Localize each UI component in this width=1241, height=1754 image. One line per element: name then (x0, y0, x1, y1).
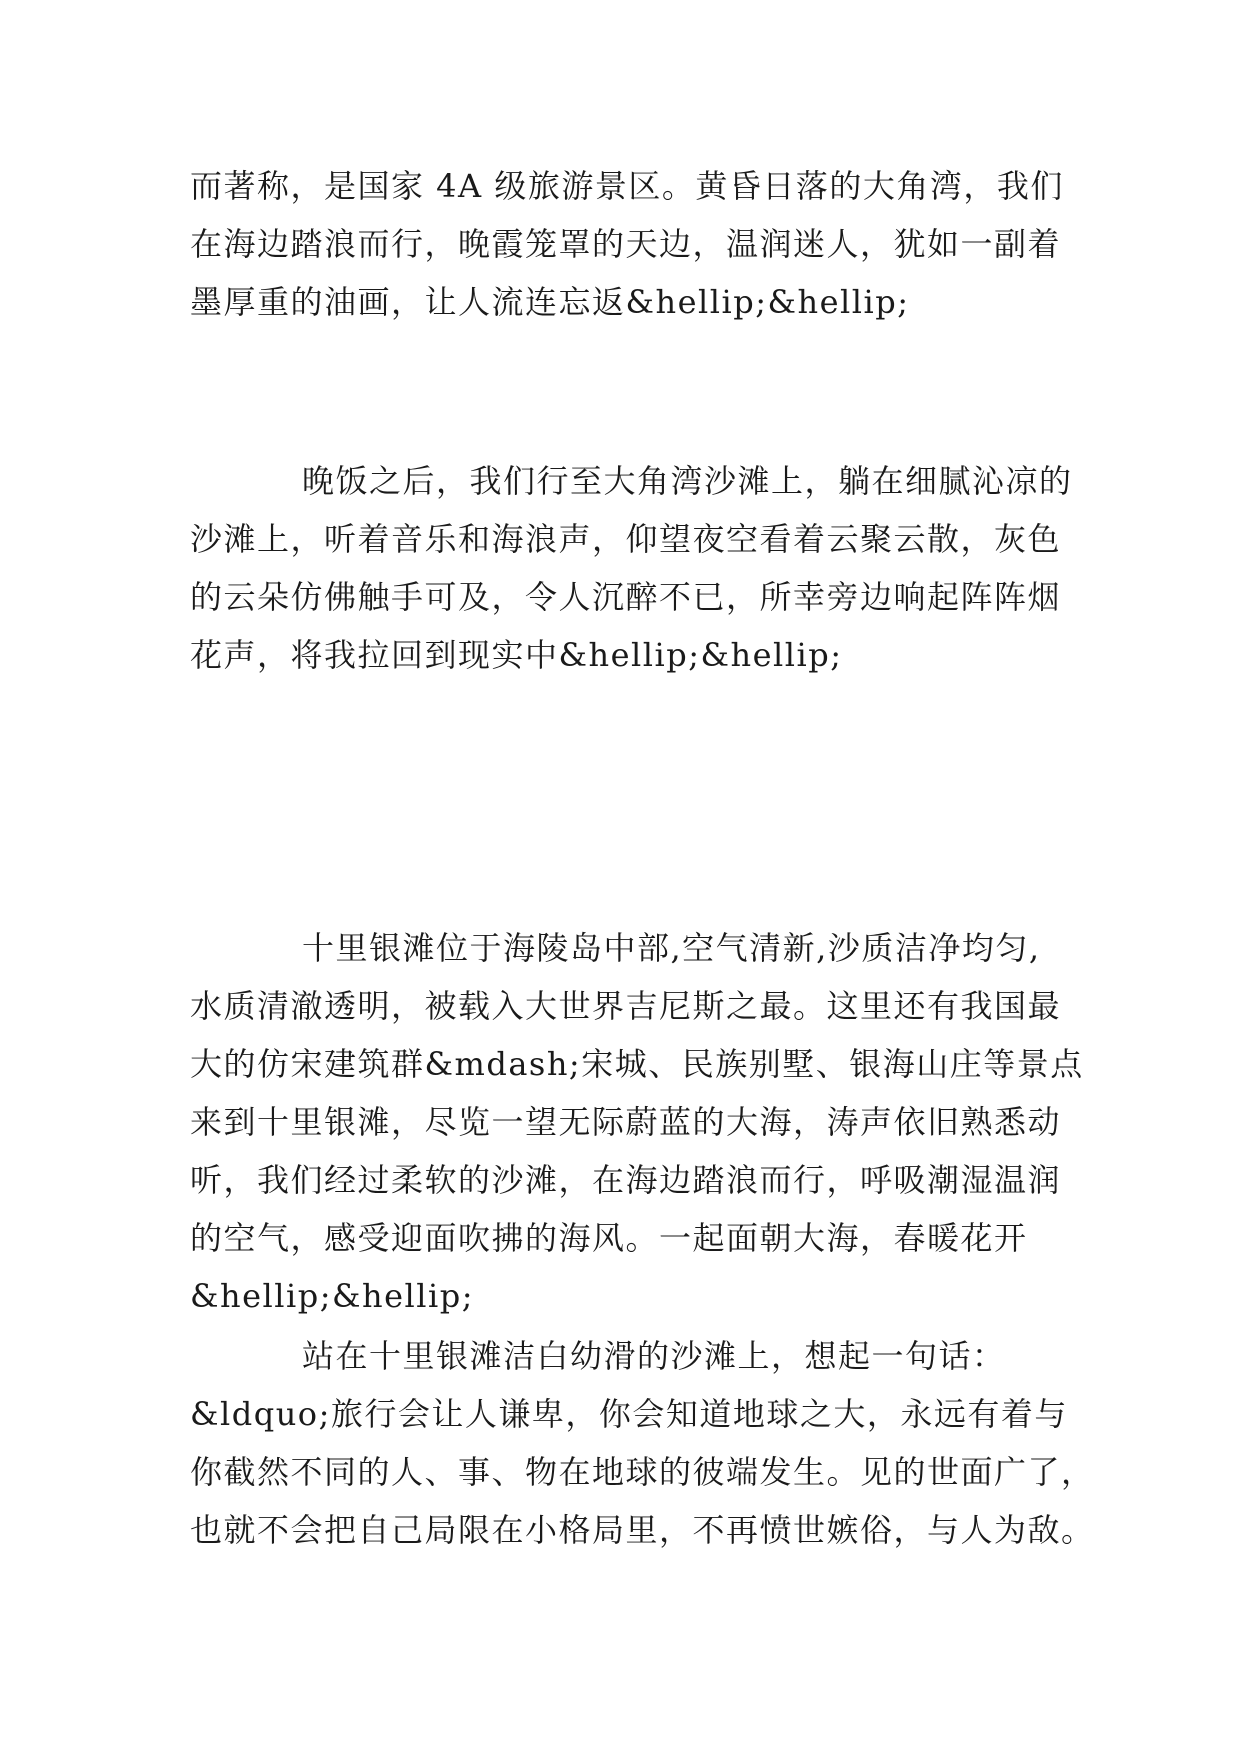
text-line: &ldquo;旅行会让人谦卑，你会知道地球之大，永远有着与 (190, 1395, 1068, 1433)
text-line: 墨厚重的油画，让人流连忘返&hellip;&hellip; (190, 283, 910, 321)
text-line: &hellip;&hellip; (190, 1277, 474, 1315)
text-line: 大的仿宋建筑群&mdash;宋城、民族别墅、银海山庄等景点 (190, 1045, 1084, 1083)
text-line: 你截然不同的人、事、物在地球的彼端发生。见的世面广了， (190, 1453, 1095, 1491)
text-line: 的云朵仿佛触手可及，令人沉醉不已，所幸旁边响起阵阵烟 (190, 578, 1062, 616)
text-line: 晚饭之后，我们行至大角湾沙滩上，躺在细腻沁凉的 (302, 462, 1073, 500)
text-line: 的空气，感受迎面吹拂的海风。一起面朝大海，春暖花开 (190, 1219, 1028, 1257)
text-line: 听，我们经过柔软的沙滩，在海边踏浪而行，呼吸潮湿温润 (190, 1161, 1062, 1199)
text-line: 在海边踏浪而行，晚霞笼罩的天边，温润迷人，犹如一副着 (190, 225, 1062, 263)
text-line: 水质清澈透明，被载入大世界吉尼斯之最。这里还有我国最 (190, 987, 1062, 1025)
paragraph-4 (190, 1327, 1095, 1559)
text-line: 十里银滩位于海陵岛中部,空气清新,沙质洁净均匀, (302, 929, 1041, 967)
text-line: 来到十里银滩，尽览一望无际蔚蓝的大海，涛声依旧熟悉动 (190, 1103, 1062, 1141)
paragraph-3 (190, 919, 1084, 1325)
paragraph-2 (190, 452, 1073, 684)
text-line: 而著称，是国家 4A 级旅游景区。黄昏日落的大角湾，我们 (190, 167, 1064, 205)
text-line: 也就不会把自己局限在小格局里，不再愤世嫉俗，与人为敌。 (190, 1511, 1095, 1549)
text-line: 站在十里银滩洁白幼滑的沙滩上，想起一句话： (302, 1337, 1006, 1375)
text-line: 花声，将我拉回到现实中&hellip;&hellip; (190, 636, 843, 674)
paragraph-1 (190, 157, 1064, 331)
text-line: 沙滩上，听着音乐和海浪声，仰望夜空看着云聚云散，灰色 (190, 520, 1062, 558)
